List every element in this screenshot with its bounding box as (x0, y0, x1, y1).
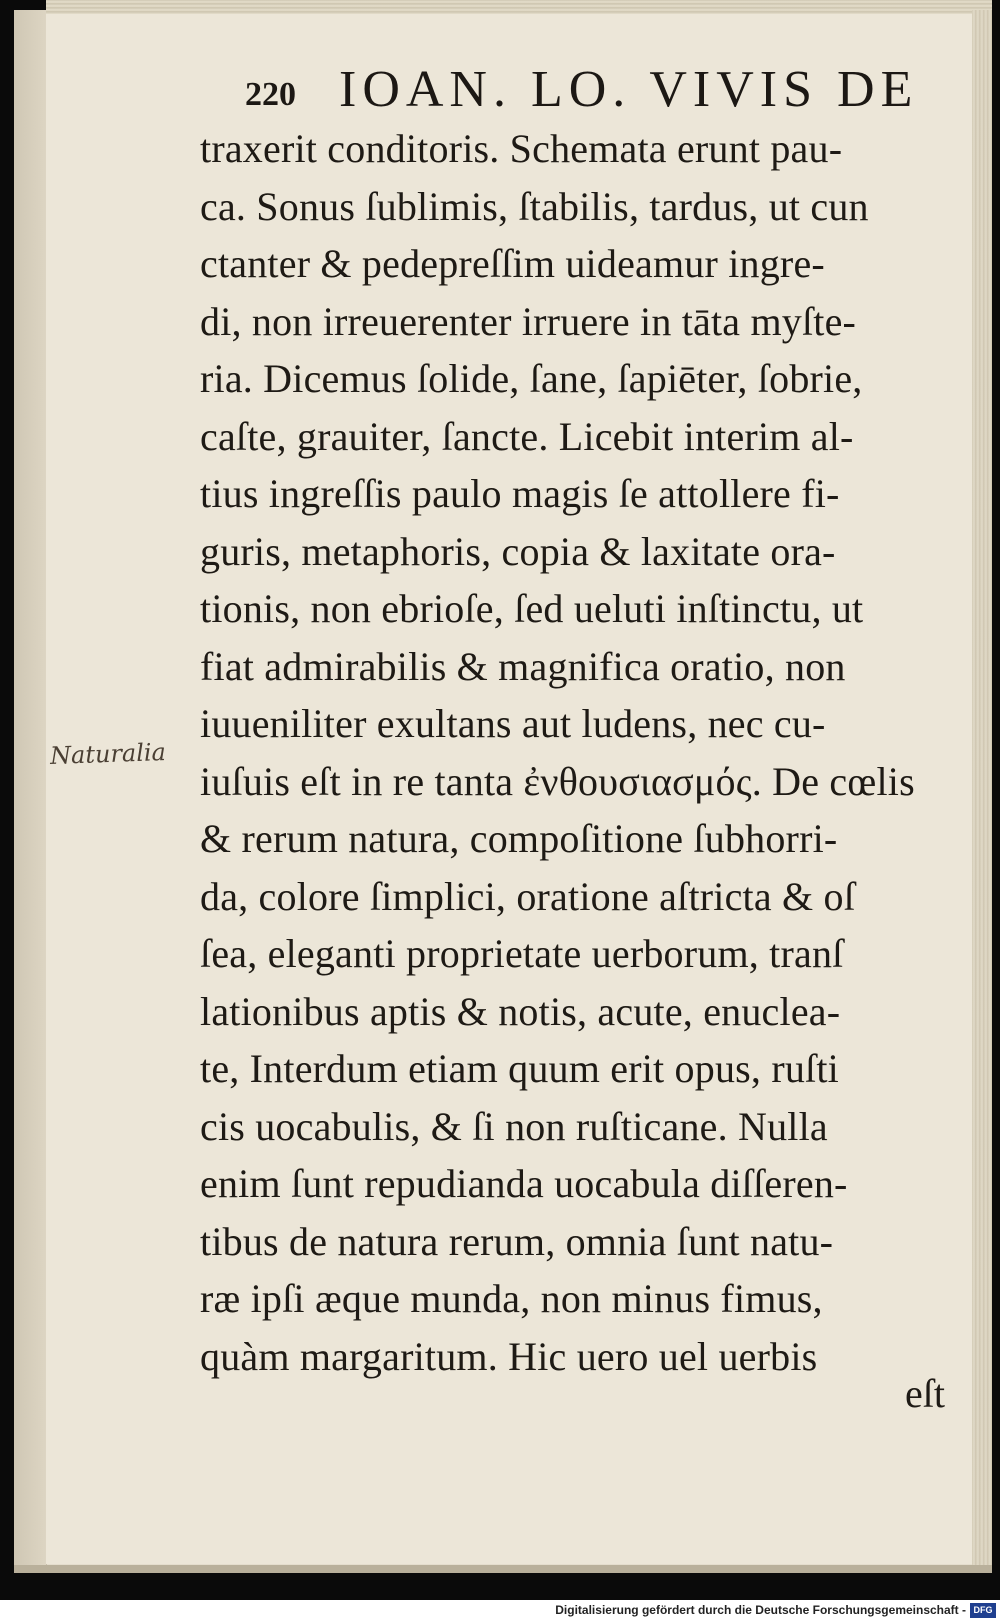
text-line: ſea, eleganti proprietate uerborum, tranſ (200, 931, 844, 976)
text-line: ctanter & pedepreſſim uideamur ingre- (200, 241, 825, 286)
catchword: eſt (905, 1371, 945, 1416)
text-line: lationibus aptis & notis, acute, enuclea- (200, 988, 841, 1034)
top-page-edges (46, 0, 992, 14)
body-text (200, 120, 970, 1385)
text-line: tionis, non ebrioſe, ſed ueluti inſtinctu, ut (200, 586, 864, 631)
text-line: ræ ipſi æque munda, non minus fimus, (200, 1276, 823, 1321)
text-line: & rerum natura, compoſitione ſubhorri- (200, 816, 838, 861)
text-line: guris, metaphoris, copia & laxitate ora- (200, 528, 836, 574)
text-line: cis uocabulis, & ſi non ruſticane. Nulla (200, 1103, 828, 1149)
running-head (245, 60, 945, 120)
text-line: traxerit conditoris. Schemata erunt pau- (200, 126, 843, 171)
text-line: iuſuis eſt in re tanta ἐνθουσιασμός. De cœlis (200, 758, 915, 804)
running-title: IOAN. LO. VIVIS DE (339, 61, 919, 118)
dfg-logo: DFG (970, 1603, 996, 1618)
text-line: te, Interdum etiam quum erit opus, ruſti (200, 1046, 839, 1091)
footer-bar (0, 1600, 1000, 1622)
text-line: ria. Dicemus ſolide, ſane, ſapiēter, ſobrie, (200, 356, 863, 401)
text-line: ca. Sonus ſublimis, ſtabilis, tardus, ut cun (200, 183, 869, 229)
right-page-edges (972, 10, 992, 1570)
text-line: da, colore ſimplici, oratione aſtricta & oſ (200, 873, 856, 919)
text-line: fiat admirabilis & magnifica oratio, non (200, 643, 846, 689)
funding-credit: Digitalisierung gefördert durch die Deutsche Forschungsgemeinschaft - (555, 1603, 966, 1617)
page-binding-edge (14, 10, 47, 1570)
handwritten-margin-note: Naturalia (49, 737, 167, 771)
text-line: quàm margaritum. Hic uero uel uerbis (200, 1333, 818, 1379)
text-line: tibus de natura rerum, omnia ſunt natu- (200, 1218, 834, 1264)
text-line: tius ingreſſis paulo magis ſe attollere fi- (200, 471, 840, 516)
text-line: di, non irreuerenter irruere in tāta myſte- (200, 298, 857, 344)
text-line: enim ſunt repudianda uocabula diſſeren- (200, 1161, 848, 1206)
page-bottom-shadow (14, 1565, 992, 1573)
text-line: caſte, grauiter, ſancte. Licebit interim al- (200, 413, 854, 459)
page-number: 220 (245, 76, 296, 113)
text-line: iuueniliter exultans aut ludens, nec cu- (200, 701, 826, 746)
